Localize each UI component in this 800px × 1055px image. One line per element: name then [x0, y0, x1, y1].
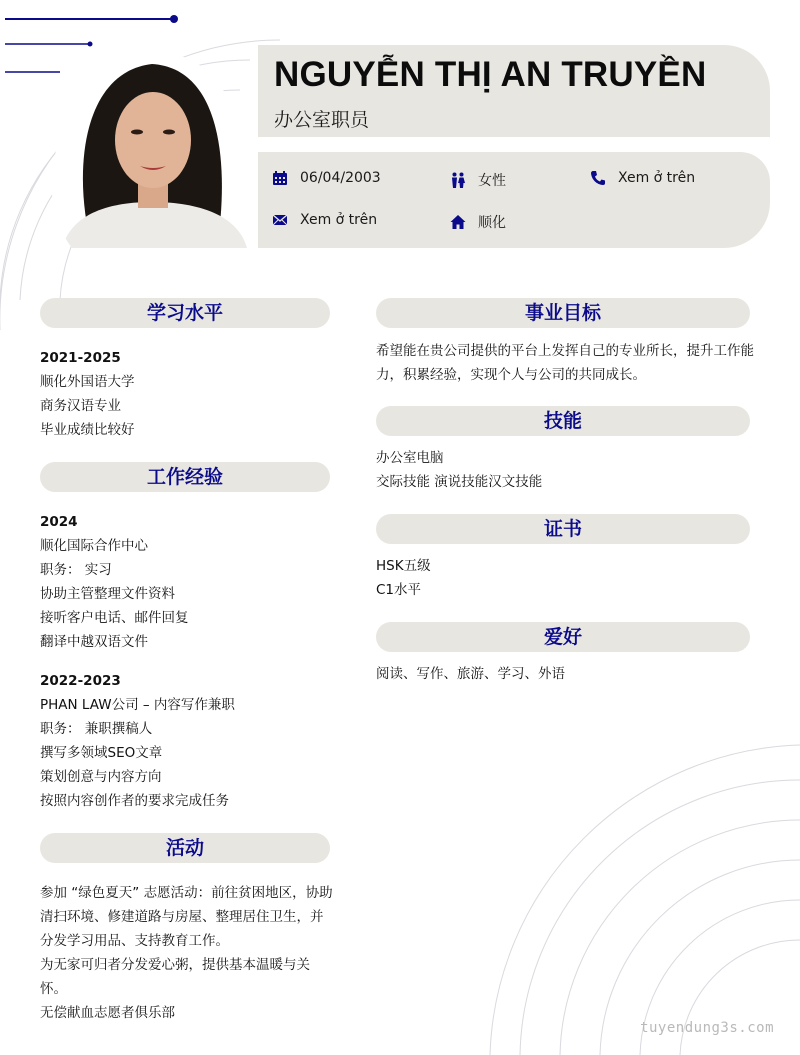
- gender-icon: [450, 172, 466, 188]
- hobbies-text: 阅读、写作、旅游、学习、外语: [376, 666, 565, 682]
- job-line: PHAN LAW公司 – 内容写作兼职: [40, 697, 235, 713]
- education-heading: 学习水平: [40, 298, 330, 328]
- phone-value: Xem ở trên: [618, 170, 696, 186]
- certificate-line: C1水平: [376, 582, 422, 598]
- job-line: 协助主管整理文件资料: [40, 586, 175, 602]
- job-title: 办公室职员: [274, 109, 370, 131]
- contact-phone: [590, 170, 695, 186]
- job-line: 顺化国际合作中心: [40, 538, 148, 554]
- skill-line: 交际技能 演说技能汉文技能: [376, 474, 543, 490]
- job-line: 职务： 实习: [40, 562, 112, 578]
- hobbies-section: [376, 662, 750, 686]
- skills-section: [376, 446, 750, 494]
- calendar-icon: [272, 170, 288, 186]
- job-line: 翻译中越双语文件: [40, 634, 148, 650]
- activities-heading: 活动: [40, 833, 330, 863]
- name-panel: [258, 45, 770, 137]
- experience-job-1: [40, 510, 330, 654]
- birthdate-value: 06/04/2003: [300, 170, 381, 186]
- home-icon: [450, 214, 466, 230]
- activity-paragraph: 无偿献血志愿者俱乐部: [40, 1005, 175, 1021]
- contact-address: [450, 212, 506, 232]
- job-years: 2022-2023: [40, 673, 121, 689]
- job-line: 接听客户电话、邮件回复: [40, 610, 189, 626]
- job-line: 策划创意与内容方向: [40, 769, 162, 785]
- objective-heading: 事业目标: [376, 298, 750, 328]
- skills-heading: 技能: [376, 406, 750, 436]
- education-line: 商务汉语专业: [40, 398, 121, 414]
- contact-gender: [450, 170, 506, 190]
- objective-section: [376, 339, 754, 387]
- job-line: 按照内容创作者的要求完成任务: [40, 793, 229, 809]
- certificate-line: HSK五级: [376, 558, 431, 574]
- activity-paragraph: 参加 “绿色夏天” 志愿活动：前往贫困地区，协助清扫环境、修建道路与房屋、整理居住卫生，并分发学习用品、支持教育工作。: [40, 885, 333, 949]
- email-icon: [272, 212, 288, 228]
- certificates-heading: 证书: [376, 514, 750, 544]
- watermark: tuyendung3s.com: [640, 1020, 774, 1036]
- profile-photo: [52, 52, 252, 248]
- hobbies-heading: 爱好: [376, 622, 750, 652]
- email-value: Xem ở trên: [300, 212, 378, 228]
- certificates-section: [376, 554, 750, 602]
- activities-section: [40, 881, 336, 1025]
- phone-icon: [590, 170, 606, 186]
- contact-email: [272, 212, 377, 228]
- contact-birthdate: [272, 170, 381, 186]
- experience-heading: 工作经验: [40, 462, 330, 492]
- education-line: 顺化外国语大学: [40, 374, 135, 390]
- education-section: [40, 346, 330, 442]
- experience-job-2: [40, 669, 330, 813]
- full-name: NGUYỄN THỊ AN TRUYỀN: [274, 55, 707, 94]
- gender-value: 女性: [478, 173, 506, 189]
- job-years: 2024: [40, 514, 78, 530]
- education-line: 毕业成绩比较好: [40, 422, 135, 438]
- job-line: 职务： 兼职撰稿人: [40, 721, 153, 737]
- contact-panel: [258, 152, 770, 248]
- activity-paragraph: 为无家可归者分发爱心粥，提供基本温暖与关怀。: [40, 957, 310, 997]
- education-years: 2021-2025: [40, 350, 121, 366]
- address-value: 顺化: [478, 215, 506, 231]
- job-line: 撰写多领域SEO文章: [40, 745, 163, 761]
- skill-line: 办公室电脑: [376, 450, 444, 466]
- objective-text: 希望能在贵公司提供的平台上发挥自己的专业所长，提升工作能力，积累经验，实现个人与公司的共同成长。: [376, 343, 754, 383]
